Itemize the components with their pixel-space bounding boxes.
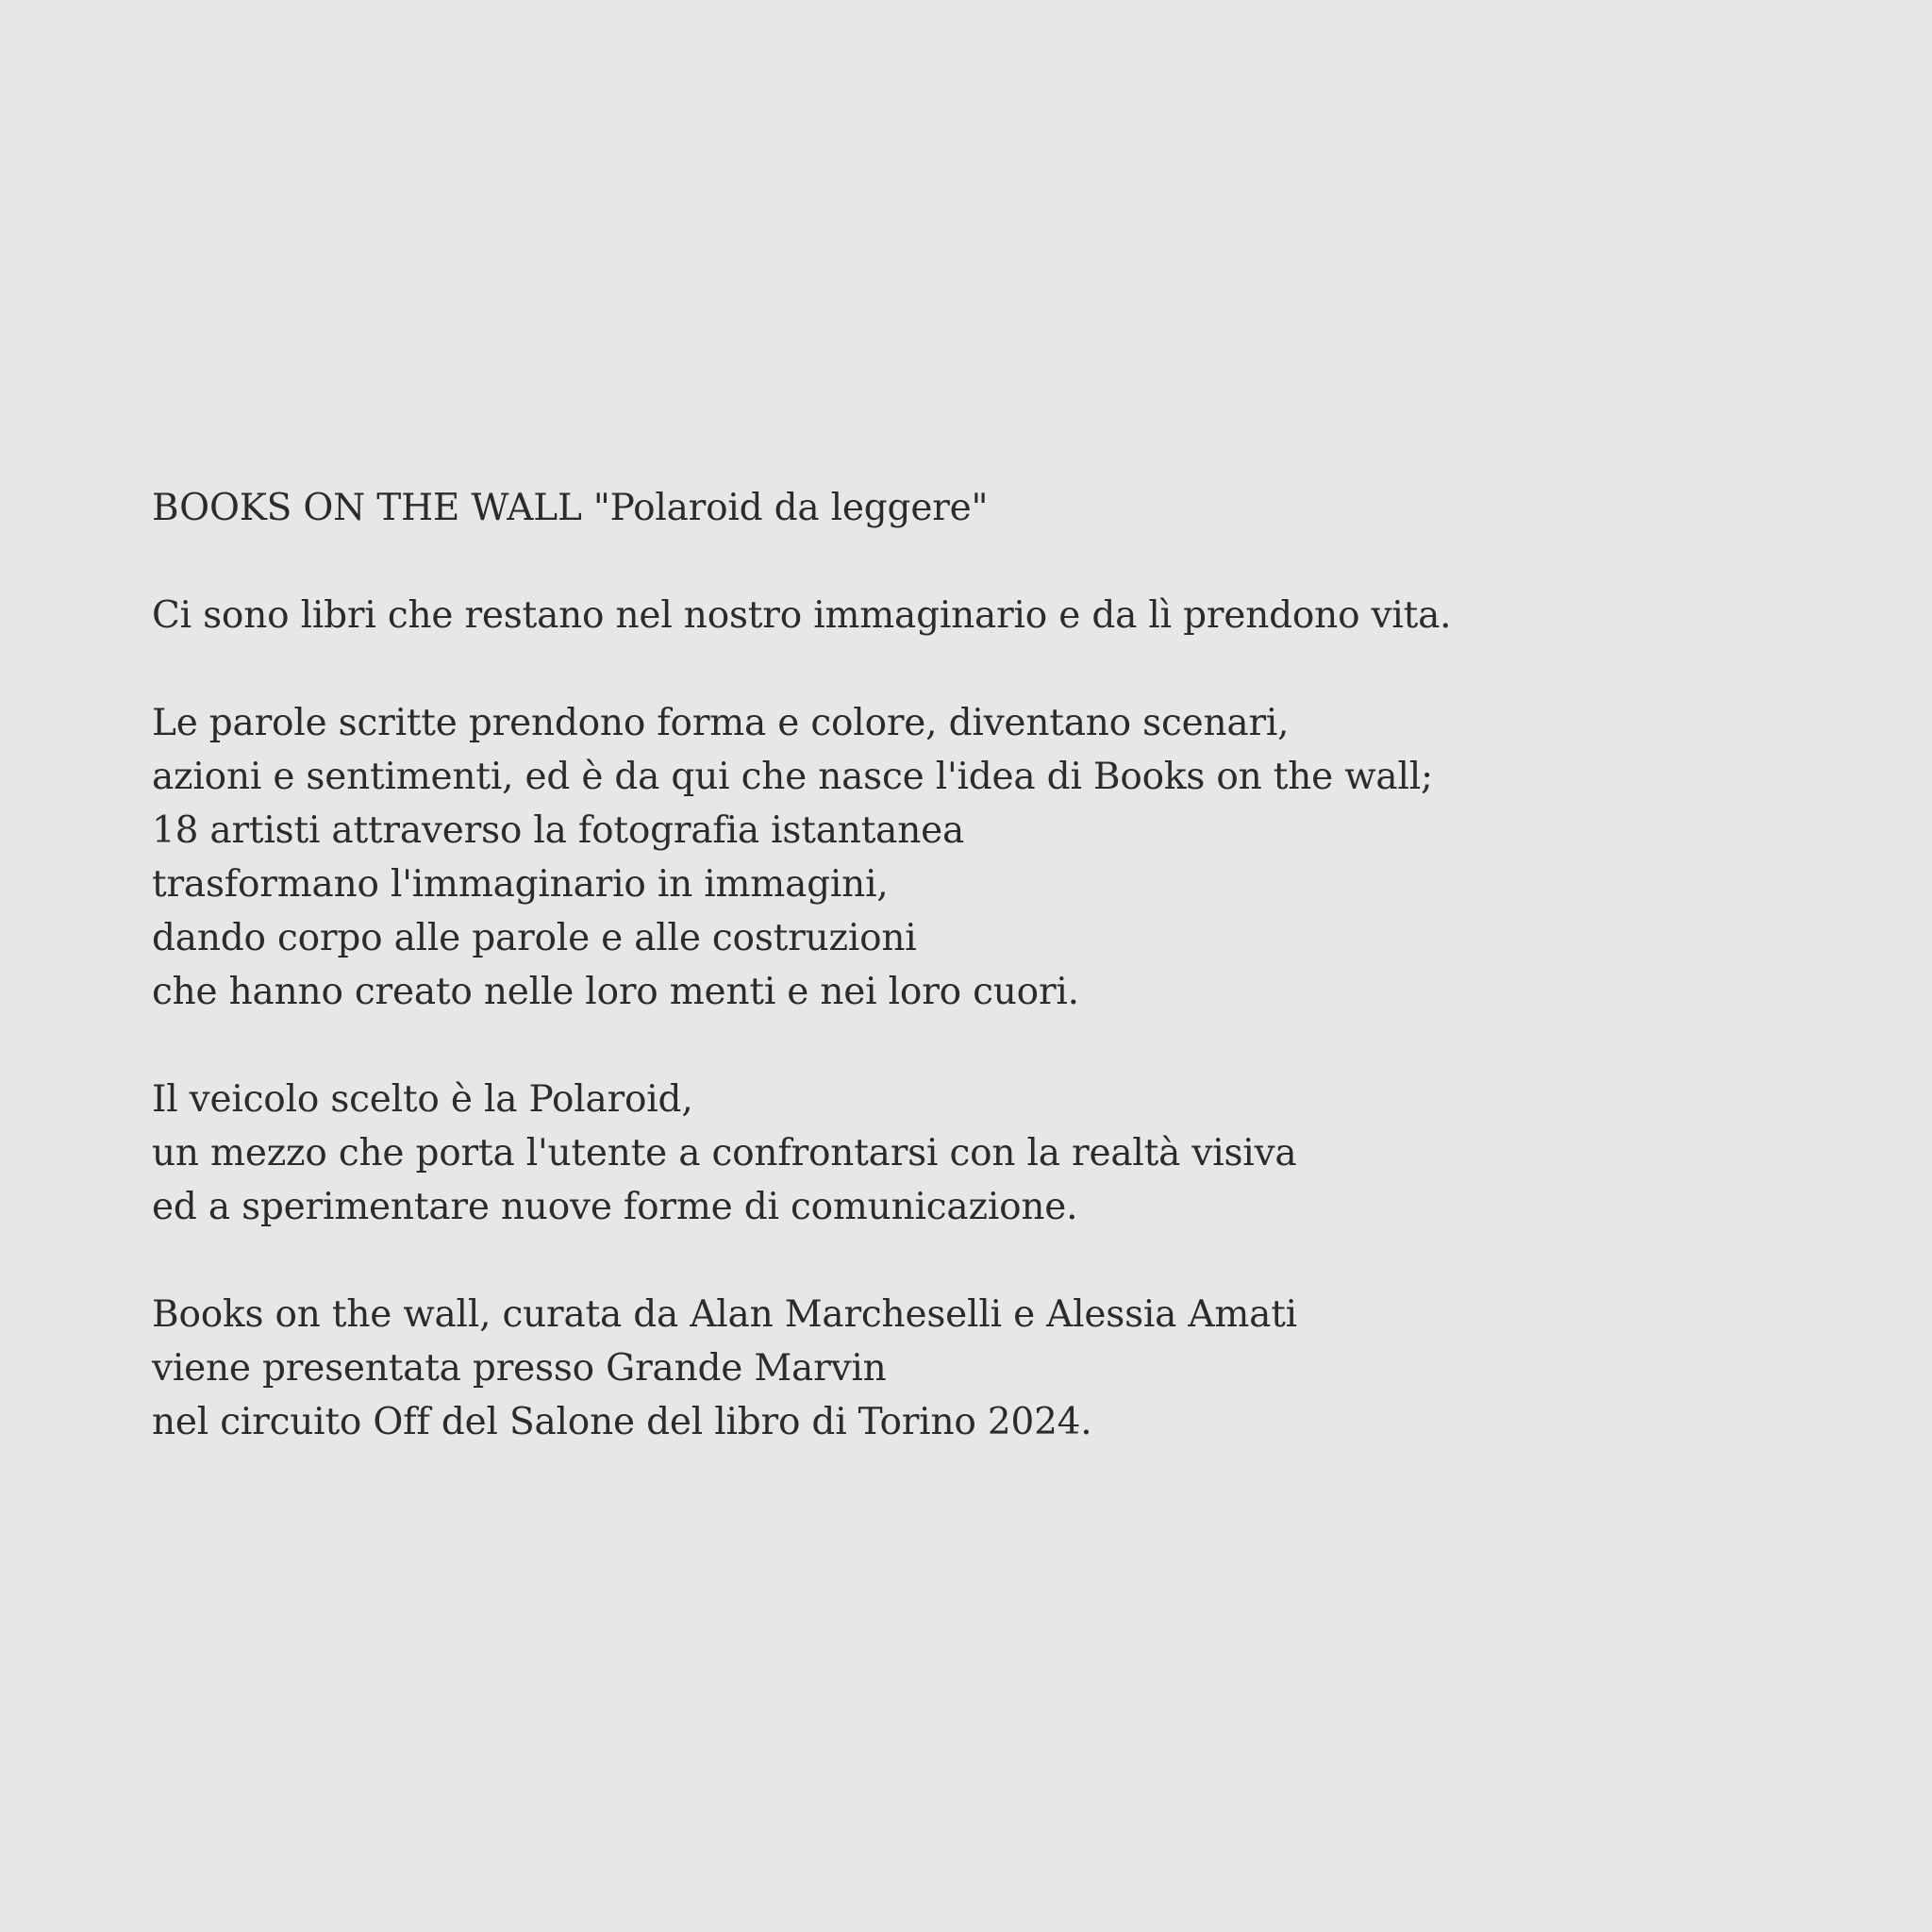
- paragraph-4-line-2: viene presentata presso Grande Marvin: [152, 1347, 887, 1390]
- paragraph-3-line-1: Il veicolo scelto è la Polaroid,: [152, 1078, 693, 1121]
- paragraph-spacer: [152, 535, 1850, 589]
- paragraph-4-line-3: nel circuito Off del Salone del libro di Torino 2024.: [152, 1401, 1092, 1443]
- paragraph-2-line-1: Le parole scritte prendono forma e colore, diventano scenari,: [152, 702, 1290, 744]
- paragraph-1-line-1: Ci sono libri che restano nel nostro immaginario e da lì prendono vita.: [152, 594, 1452, 637]
- paragraph-3-line-3: ed a sperimentare nuove forme di comunicazione.: [152, 1186, 1078, 1228]
- paragraph-2-line-5: dando corpo alle parole e alle costruzioni: [152, 917, 917, 959]
- paragraph-spacer: [152, 1019, 1850, 1073]
- paragraph-2-line-3: 18 artisti attraverso la fotografia istantanea: [152, 809, 965, 852]
- paragraph-2-line-4: trasformano l'immaginario in immagini,: [152, 863, 889, 906]
- document-text: [152, 481, 1850, 1449]
- paragraph-4-line-1: Books on the wall, curata da Alan Marcheselli e Alessia Amati: [152, 1293, 1297, 1336]
- paragraph-spacer: [152, 1234, 1850, 1288]
- paragraph-2-line-2: azioni e sentimenti, ed è da qui che nasce l'idea di Books on the wall;: [152, 756, 1433, 798]
- document-title: BOOKS ON THE WALL "Polaroid da leggere": [152, 487, 989, 529]
- paragraph-3-line-2: un mezzo che porta l'utente a confrontarsi con la realtà visiva: [152, 1132, 1297, 1174]
- paragraph-2-line-6: che hanno creato nelle loro menti e nei loro cuori.: [152, 971, 1079, 1013]
- paragraph-spacer: [152, 642, 1850, 696]
